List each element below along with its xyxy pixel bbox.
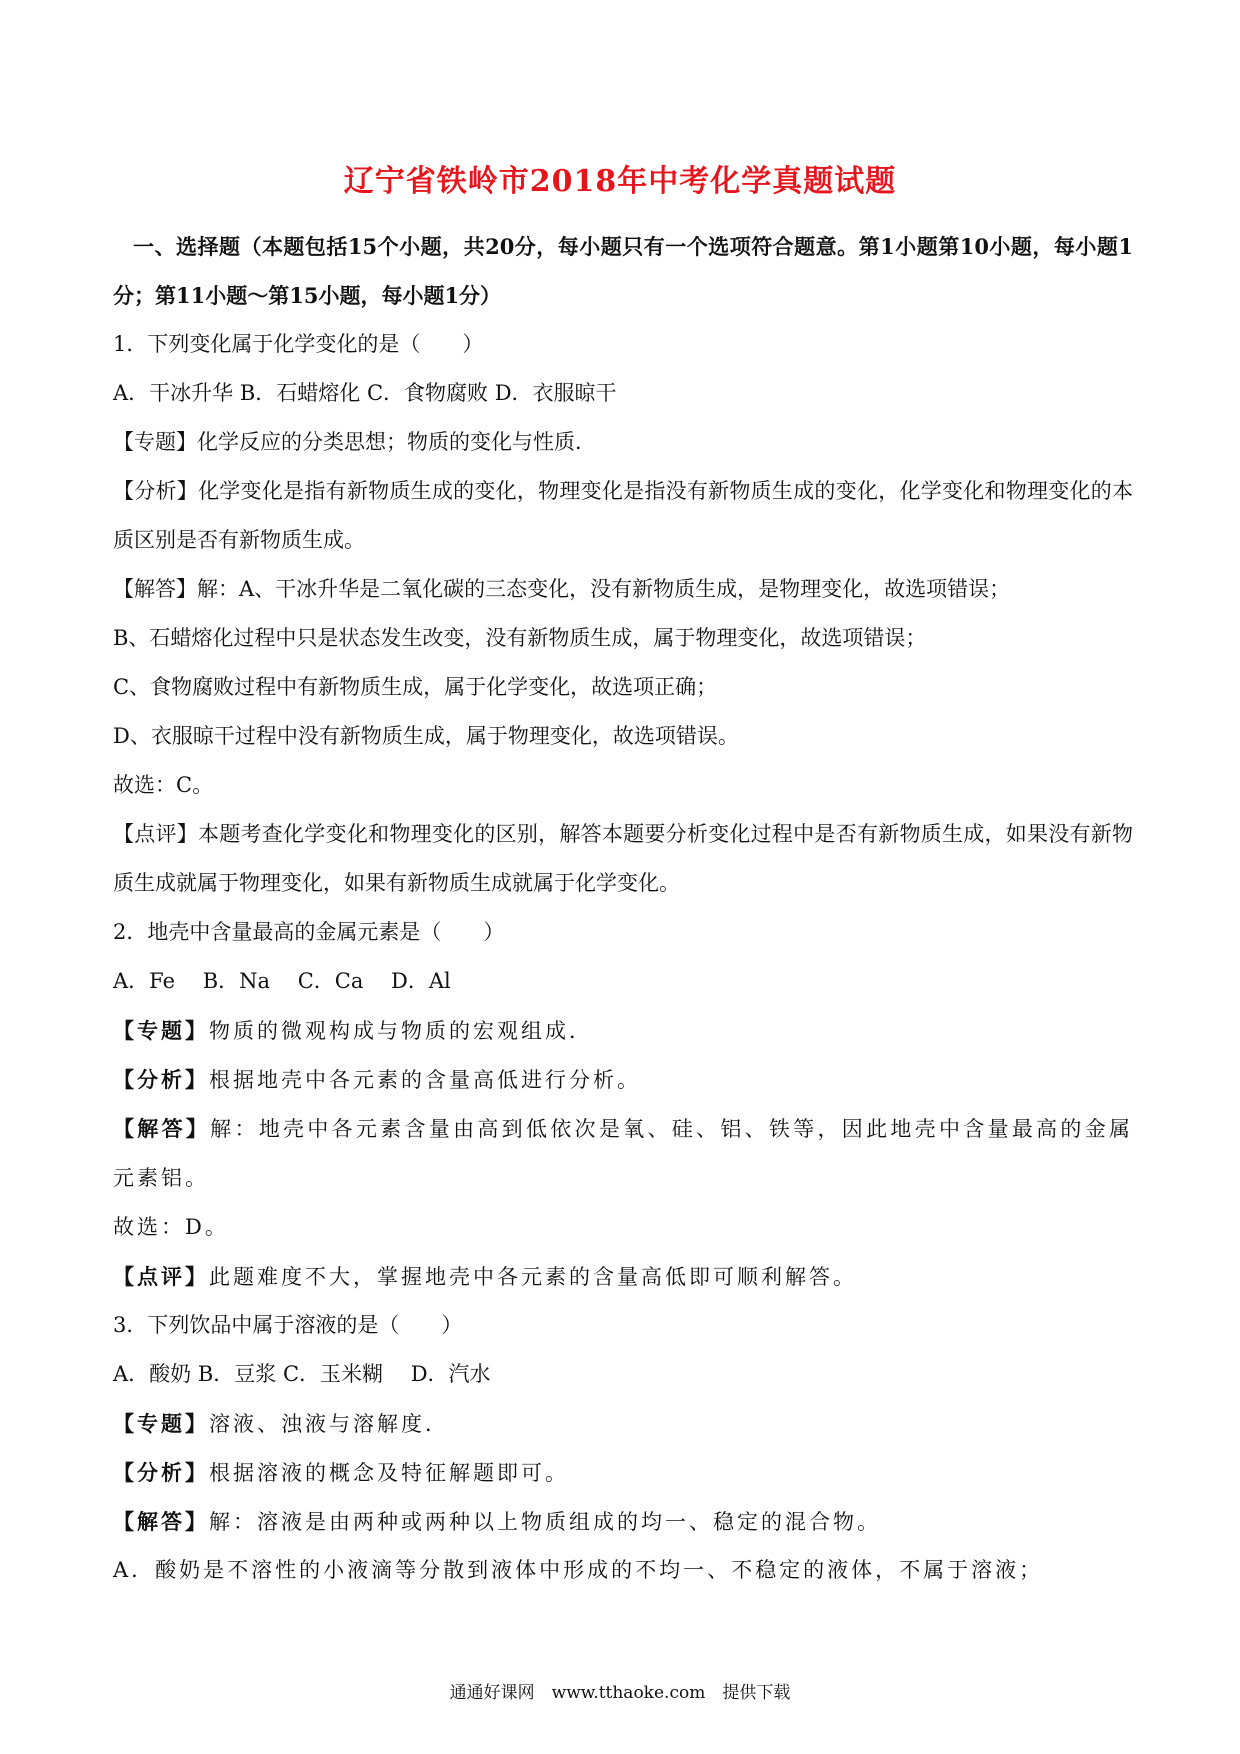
- q3-option-a: A．酸奶是不溶性的小液滴等分散到液体中形成的不均一、不稳定的液体，不属于溶液；: [113, 1558, 1044, 1582]
- q2-analysis-tag: 【分析】: [113, 1067, 209, 1092]
- q2-answer: [113, 1104, 1133, 1203]
- q3-topic: [113, 1399, 1133, 1448]
- document-body: [113, 222, 1133, 1595]
- q1-analysis: [113, 467, 1133, 565]
- q1-answer-line-c: C、食物腐败过程中有新物质生成，属于化学变化，故选项正确；: [113, 675, 718, 699]
- q3-stem: 3．下列饮品中属于溶液的是（ ）: [113, 1313, 463, 1337]
- q3-answer-text: 解：溶液是由两种或两种以上物质组成的均一、稳定的混合物。: [209, 1510, 881, 1534]
- q1-answer: [113, 565, 1133, 614]
- q2-options: A．Fe B．Na C．Ca D．Al: [113, 969, 451, 993]
- page-title: 辽宁省铁岭市2018年中考化学真题试题: [343, 164, 897, 199]
- q2-comment: [113, 1252, 1133, 1301]
- q3-analysis: [113, 1448, 1133, 1497]
- q1-comment-tag: 【点评】: [113, 822, 199, 846]
- q3-topic-tag: 【专题】: [113, 1411, 209, 1436]
- q1-comment-text: 本题考查化学变化和物理变化的区别，解答本题要分析变化过程中是否有新物质生成，如果没有新物质生成就属于物理变化，如果有新物质生成就属于化学变化。: [113, 822, 1134, 895]
- page-footer: 通通好课网 www.tthaoke.com 提供下载: [449, 1683, 791, 1703]
- q1-topic-text: 化学反应的分类思想；物质的变化与性质．: [197, 430, 596, 454]
- q2-topic-tag: 【专题】: [113, 1018, 209, 1043]
- q1-answer-line-b: B、石蜡熔化过程中只是状态发生改变，没有新物质生成，属于物理变化，故选项错误；: [113, 626, 927, 650]
- q1-analysis-tag: 【分析】: [113, 479, 199, 503]
- q1-answer-line-a: 解：A、干冰升华是二氧化碳的三态变化，没有新物质生成，是物理变化，故选项错误；: [197, 577, 1011, 601]
- q2-choice: 故选：D。: [113, 1215, 229, 1239]
- q1-topic: [113, 418, 1133, 467]
- q1-comment: [113, 810, 1133, 908]
- q3-analysis-tag: 【分析】: [113, 1460, 209, 1485]
- q3-answer-tag: 【解答】: [113, 1509, 209, 1534]
- q1-choice: 故选：C。: [113, 773, 214, 797]
- q1-answer-tag: 【解答】: [113, 577, 197, 601]
- q2-answer-tag: 【解答】: [113, 1116, 211, 1141]
- q2-topic-text: 物质的微观构成与物质的宏观组成．: [209, 1019, 593, 1043]
- q1-topic-tag: 【专题】: [113, 430, 197, 454]
- q1-stem: 1．下列变化属于化学变化的是（ ）: [113, 332, 484, 356]
- q3-analysis-text: 根据溶液的概念及特征解题即可。: [209, 1461, 569, 1485]
- q1-answer-line-d: D、衣服晾干过程中没有新物质生成，属于物理变化，故选项错误。: [113, 724, 739, 748]
- q3-options: A．酸奶 B．豆浆 C．玉米糊 D．汽水: [113, 1362, 491, 1386]
- q2-topic: [113, 1006, 1133, 1055]
- q3-topic-text: 溶液、浊液与溶解度．: [209, 1412, 449, 1436]
- q2-analysis: [113, 1055, 1133, 1104]
- q2-answer-text: 解：地壳中各元素含量由高到低依次是氧、硅、铝、铁等，因此地壳中含量最高的金属元素铝。: [113, 1117, 1133, 1190]
- q1-analysis-text: 化学变化是指有新物质生成的变化，物理变化是指没有新物质生成的变化，化学变化和物理变化的本质区别是否有新物质生成。: [113, 479, 1134, 552]
- q3-answer: [113, 1497, 1133, 1546]
- q2-comment-tag: 【点评】: [113, 1264, 209, 1289]
- q2-stem: 2．地壳中含量最高的金属元素是（ ）: [113, 920, 505, 944]
- section-header: 一、选择题（本题包括15个小题，共20分，每小题只有一个选项符合题意。第1小题第10小题，每小题1分；第11小题～第15小题，每小题1分）: [113, 234, 1133, 308]
- q2-comment-text: 此题难度不大，掌握地壳中各元素的含量高低即可顺利解答。: [209, 1265, 857, 1289]
- q2-analysis-text: 根据地壳中各元素的含量高低进行分析。: [209, 1068, 641, 1092]
- q1-options: A．干冰升华 B．石蜡熔化 C．食物腐败 D．衣服晾干: [113, 381, 617, 405]
